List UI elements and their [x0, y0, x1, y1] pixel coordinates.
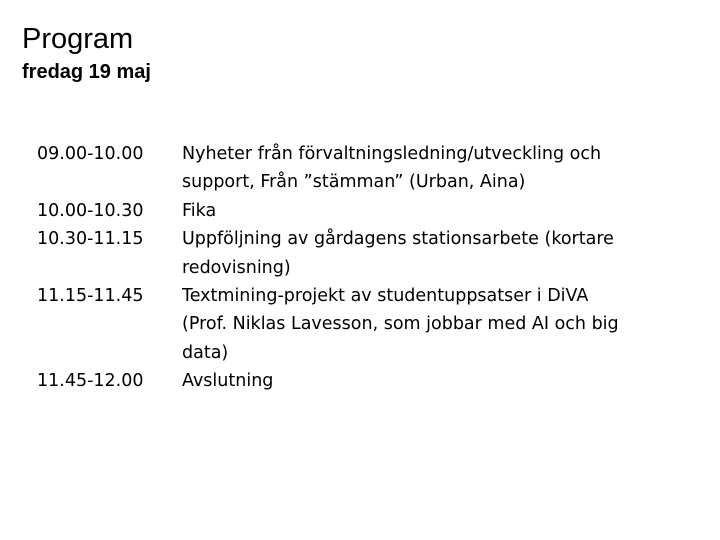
schedule-row	[37, 197, 677, 225]
schedule-time: 10.30-11.15	[37, 229, 144, 250]
schedule-time: 11.15-11.45	[37, 286, 144, 307]
page-title: Program	[22, 23, 134, 55]
schedule-activity: Textmining-projekt av studentuppsatser i DiVA (Prof. Niklas Lavesson, som jobbar med AI och big data)	[182, 286, 619, 363]
schedule-row	[37, 225, 677, 282]
schedule-activity: Fika	[182, 200, 217, 221]
schedule-time: 09.00-10.00	[37, 144, 144, 164]
schedule-activity: Uppföljning av gårdagens stationsarbete (kortare redovisning)	[182, 229, 614, 278]
schedule-row	[37, 282, 677, 367]
schedule-row	[37, 367, 677, 395]
schedule-time: 11.45-12.00	[37, 371, 144, 392]
schedule-time: 10.00-10.30	[37, 200, 144, 221]
page-subtitle: fredag 19 maj	[22, 61, 151, 83]
schedule-list	[37, 140, 677, 396]
schedule-row	[37, 140, 677, 197]
schedule-activity: Nyheter från förvaltningsledning/utveckling och support, Från ”stämman” (Urban, Aina)	[182, 144, 602, 193]
schedule-activity: Avslutning	[182, 371, 274, 392]
